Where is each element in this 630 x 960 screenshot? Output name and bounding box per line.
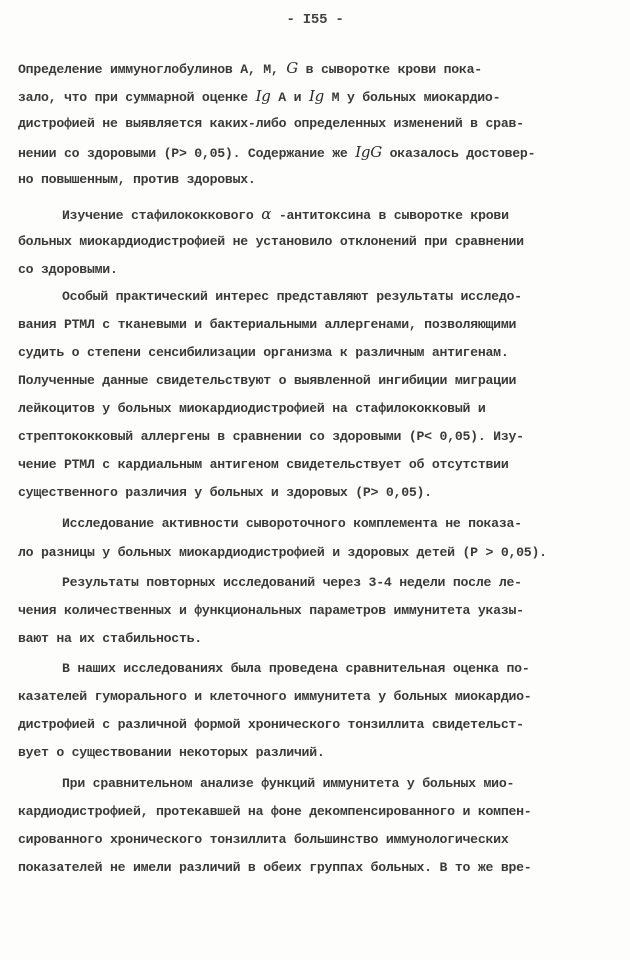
handwritten-symbol: G bbox=[286, 59, 298, 77]
text-line bbox=[18, 399, 486, 419]
text-line bbox=[18, 483, 432, 503]
text-segment: ло разницы у больных миокардиодистрофией и здоровых детей (Р > 0,05). bbox=[18, 545, 547, 560]
text-segment: М у больных миокардио- bbox=[323, 90, 501, 105]
text-line bbox=[18, 830, 508, 850]
text-line bbox=[18, 343, 508, 363]
text-line bbox=[18, 170, 256, 190]
text-segment: А и bbox=[270, 90, 309, 105]
text-line bbox=[62, 287, 522, 307]
text-segment: оказалось достовер- bbox=[381, 146, 536, 161]
text-line bbox=[18, 142, 535, 164]
text-line bbox=[62, 514, 522, 534]
text-line bbox=[18, 371, 516, 391]
text-segment: Определение иммуноглобулинов А, М, bbox=[18, 62, 287, 77]
text-segment: судить о степени сенсибилизации организма к различным антигенам. bbox=[18, 345, 509, 360]
text-line bbox=[18, 114, 524, 134]
text-segment: казателей гуморального и клеточного иммунитета у больных миокардио- bbox=[18, 689, 532, 704]
handwritten-symbol: α bbox=[261, 205, 272, 223]
handwritten-symbol: IgG bbox=[355, 143, 382, 161]
text-line bbox=[18, 629, 202, 649]
text-segment: кардиодистрофией, протекавшей на фоне декомпенсированного и компен- bbox=[18, 804, 532, 819]
text-segment: вания РТМЛ с тканевыми и бактериальными аллергенами, позволяющими bbox=[18, 317, 517, 332]
text-line bbox=[18, 455, 508, 475]
text-line bbox=[18, 601, 524, 621]
text-segment: Полученные данные свидетельствуют о выявленной ингибиции миграции bbox=[18, 373, 517, 388]
text-segment: чение РТМЛ с кардиальным антигеном свидетельствует об отсутствии bbox=[18, 457, 509, 472]
text-segment: зало, что при суммарной оценке bbox=[18, 90, 256, 105]
handwritten-symbol: Ig bbox=[255, 87, 271, 105]
text-segment: Исследование активности сывороточного комплемента не показа- bbox=[62, 516, 522, 531]
text-segment: вают на их стабильность. bbox=[18, 631, 202, 646]
text-line bbox=[18, 802, 531, 822]
text-segment: существенного различия у больных и здоровых (Р> 0,05). bbox=[18, 485, 432, 500]
text-segment: лейкоцитов у больных миокардиодистрофией на стафилококковый и bbox=[18, 401, 486, 416]
text-line bbox=[18, 86, 500, 108]
text-line bbox=[18, 232, 524, 252]
text-segment: стрептококковый аллергены в сравнении со здоровыми (Р< 0,05). Изу- bbox=[18, 429, 524, 444]
handwritten-symbol: Ig bbox=[308, 87, 324, 105]
text-line bbox=[18, 715, 524, 735]
text-line bbox=[18, 743, 325, 763]
text-segment: При сравнительном анализе функций иммунитета у больных мио- bbox=[62, 776, 515, 791]
text-line bbox=[62, 204, 509, 226]
text-segment: больных миокардиодистрофией не установило отклонений при сравнении bbox=[18, 234, 524, 249]
text-line bbox=[62, 659, 530, 679]
text-segment: вует о существовании некоторых различий. bbox=[18, 745, 325, 760]
text-line bbox=[18, 260, 118, 280]
text-segment: -антитоксина в сыворотке крови bbox=[271, 208, 509, 223]
text-line bbox=[18, 687, 531, 707]
text-segment: со здоровыми. bbox=[18, 262, 118, 277]
text-segment: Особый практический интерес представляют результаты исследо- bbox=[62, 289, 522, 304]
text-segment: показателей не имели различий в обеих группах больных. В то же вре- bbox=[18, 860, 532, 875]
text-segment: но повышенным, против здоровых. bbox=[18, 172, 256, 187]
text-segment: Изучение стафилококкового bbox=[62, 208, 262, 223]
text-line bbox=[62, 573, 522, 593]
text-segment: в сыворотке крови пока- bbox=[297, 62, 482, 77]
page-number: - I55 - bbox=[286, 12, 344, 28]
text-segment: В наших исследованиях была проведена сравнительная оценка по- bbox=[62, 661, 530, 676]
text-segment: сированного хронического тонзиллита большинство иммунологических bbox=[18, 832, 509, 847]
text-segment: дистрофией не выявляется каких-либо определенных изменений в срав- bbox=[18, 116, 524, 131]
text-segment: нении со здоровыми (Р> 0,05). Содержание же bbox=[18, 146, 356, 161]
text-segment: Результаты повторных исследований через 3-4 недели после ле- bbox=[62, 575, 522, 590]
text-line bbox=[18, 543, 547, 563]
text-line bbox=[18, 58, 482, 80]
text-line bbox=[18, 858, 531, 878]
text-line bbox=[62, 774, 514, 794]
text-line bbox=[18, 427, 524, 447]
text-segment: чения количественных и функциональных параметров иммунитета указы- bbox=[18, 603, 524, 618]
text-line bbox=[18, 315, 516, 335]
text-segment: дистрофией с различной формой хронического тонзиллита свидетельст- bbox=[18, 717, 524, 732]
